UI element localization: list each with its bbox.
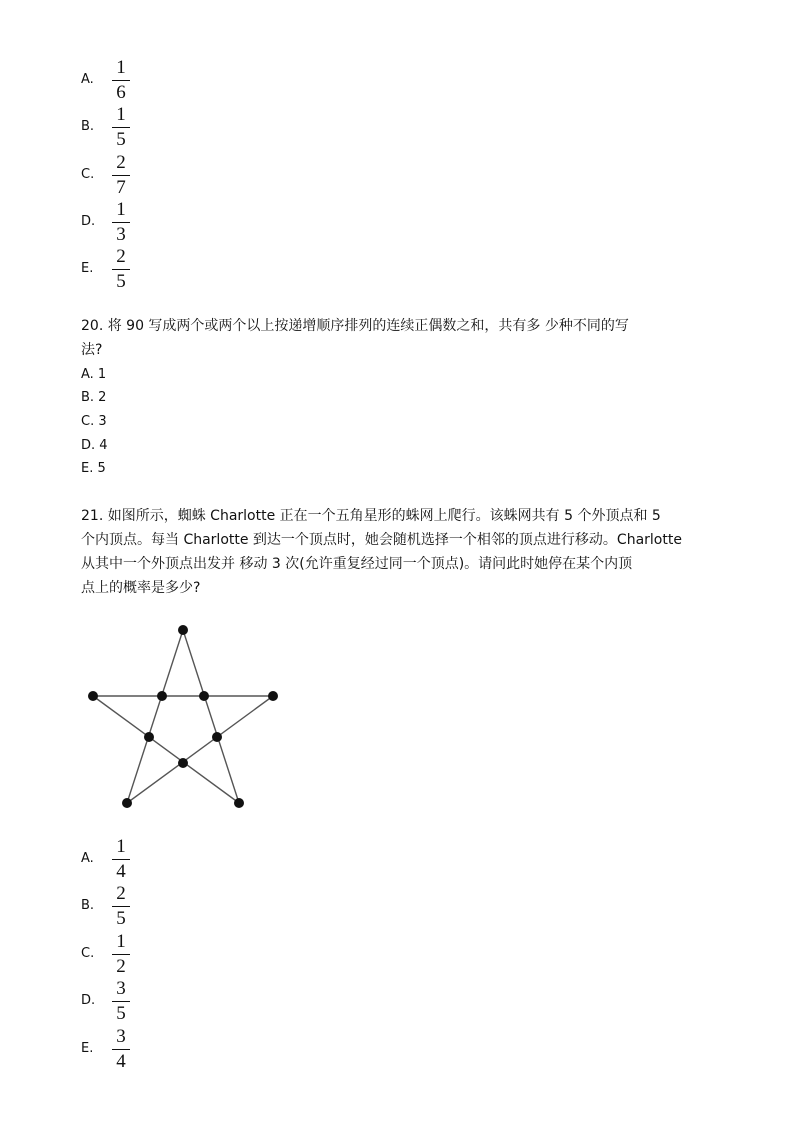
option-fraction xyxy=(110,979,132,1024)
denominator: 4 xyxy=(116,1051,126,1072)
question-text-line: 21. 如图所示，蜘蛛 Charlotte 正在一个五角星形的蛛网上爬行。该蛛网共有 5 个外顶点和 5 xyxy=(81,508,661,524)
numerator: 2 xyxy=(116,152,126,173)
numerator: 3 xyxy=(116,1026,126,1047)
question-text-line: 从其中一个外顶点出发并 移动 3 次(允许重复经过同一个顶点)。请问此时她停在某个内顶 xyxy=(81,556,633,572)
inner-vertex-dot xyxy=(199,691,209,701)
numerator: 3 xyxy=(116,978,126,999)
numerator: 1 xyxy=(116,931,126,952)
option-fraction xyxy=(110,247,132,292)
fraction-bar xyxy=(112,127,130,128)
numerator: 1 xyxy=(116,104,126,125)
option-e: E. 5 xyxy=(81,461,106,476)
option-letter: A. xyxy=(81,851,94,866)
option-letter: B. xyxy=(81,119,95,134)
fraction-bar xyxy=(112,1049,130,1050)
outer-vertex-dot xyxy=(268,691,278,701)
fraction-bar xyxy=(112,222,130,223)
numerator: 1 xyxy=(116,836,126,857)
option-fraction xyxy=(110,884,132,929)
option-fraction xyxy=(110,58,132,103)
outer-vertex-dot xyxy=(178,625,188,635)
option-letter: C. xyxy=(81,946,95,961)
denominator: 5 xyxy=(116,908,126,929)
fraction-bar xyxy=(112,954,130,955)
fraction-bar xyxy=(112,80,130,81)
fraction-bar xyxy=(112,1001,130,1002)
option-letter: C. xyxy=(81,167,95,182)
inner-vertex-dot xyxy=(212,732,222,742)
denominator: 6 xyxy=(116,82,126,103)
option-fraction xyxy=(110,1027,132,1072)
inner-vertex-dot xyxy=(157,691,167,701)
option-d: D. 4 xyxy=(81,438,108,453)
fraction-bar xyxy=(112,859,130,860)
denominator: 2 xyxy=(116,956,126,977)
option-letter: E. xyxy=(81,1041,94,1056)
option-fraction xyxy=(110,837,132,882)
numerator: 1 xyxy=(116,199,126,220)
fraction-bar xyxy=(112,906,130,907)
option-letter: A. xyxy=(81,72,94,87)
fraction-bar xyxy=(112,175,130,176)
numerator: 2 xyxy=(116,883,126,904)
option-letter: E. xyxy=(81,261,94,276)
option-fraction xyxy=(110,932,132,977)
question-text-line: 法? xyxy=(81,342,103,358)
question-text-line: 20. 将 90 写成两个或两个以上按递增顺序排列的连续正偶数之和，共有多 少种不同的写 xyxy=(81,318,629,334)
option-letter: B. xyxy=(81,898,95,913)
web-vertices xyxy=(88,625,278,808)
inner-vertex-dot xyxy=(144,732,154,742)
denominator: 7 xyxy=(116,177,126,198)
option-fraction xyxy=(110,105,132,150)
denominator: 3 xyxy=(116,224,126,245)
option-b: B. 2 xyxy=(81,390,107,405)
option-letter: D. xyxy=(81,214,96,229)
numerator: 1 xyxy=(116,57,126,78)
option-letter: D. xyxy=(81,993,96,1008)
option-c: C. 3 xyxy=(81,414,107,429)
option-fraction xyxy=(110,153,132,198)
pentagram-web-figure xyxy=(80,620,300,820)
outer-vertex-dot xyxy=(122,798,132,808)
inner-vertex-dot xyxy=(178,758,188,768)
question-text-line: 点上的概率是多少? xyxy=(81,580,201,596)
numerator: 2 xyxy=(116,246,126,267)
denominator: 5 xyxy=(116,1003,126,1024)
web-lines xyxy=(93,630,273,803)
question-text-line: 个内顶点。每当 Charlotte 到达一个顶点时，她会随机选择一个相邻的顶点进行移动。Charlotte xyxy=(81,532,682,548)
outer-vertex-dot xyxy=(88,691,98,701)
denominator: 4 xyxy=(116,861,126,882)
option-fraction xyxy=(110,200,132,245)
denominator: 5 xyxy=(116,129,126,150)
option-a: A. 1 xyxy=(81,367,107,382)
fraction-bar xyxy=(112,269,130,270)
denominator: 5 xyxy=(116,271,126,292)
outer-vertex-dot xyxy=(234,798,244,808)
